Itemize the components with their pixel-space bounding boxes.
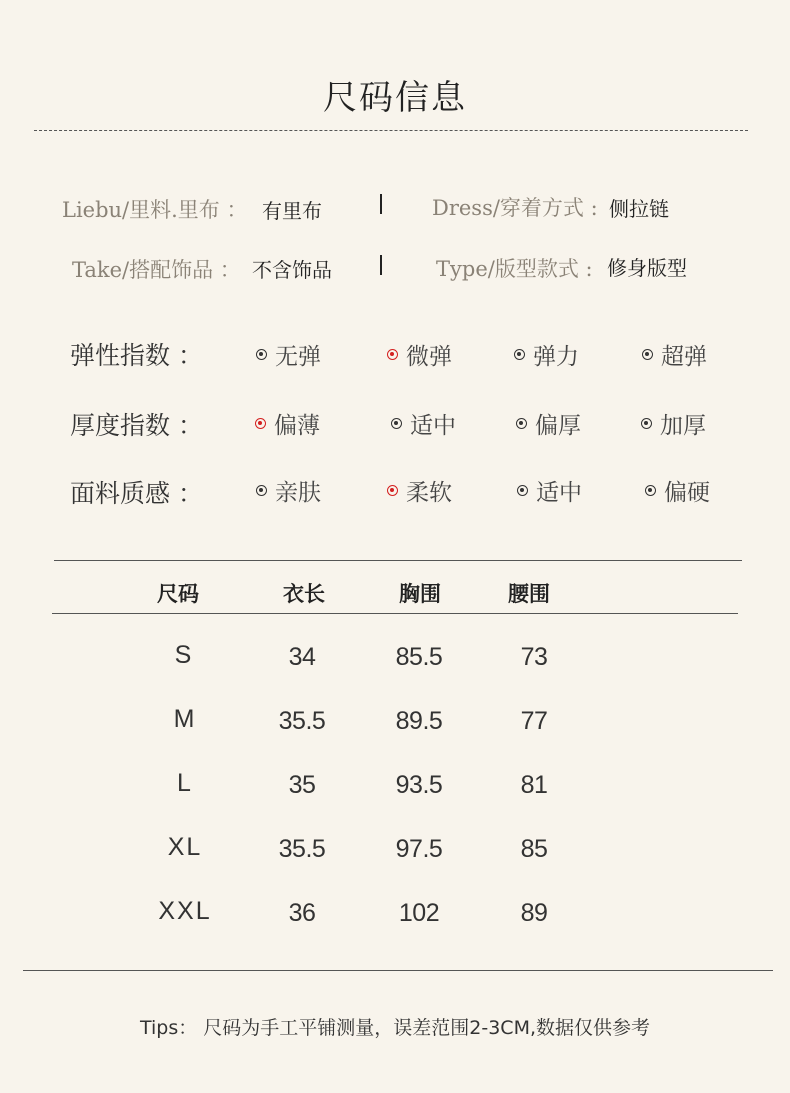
thickness-option-thick[interactable]: [516, 407, 581, 440]
cell-size: L: [177, 769, 193, 797]
radio-icon: [256, 485, 267, 496]
table-header-rule: [52, 613, 738, 614]
lining-label: Liebu/里料.里布 ：: [62, 198, 248, 222]
option-label: 弹力: [533, 344, 579, 370]
header-length: 衣长: [283, 582, 325, 606]
cell-length: 35: [288, 771, 316, 799]
cell-length: 34: [288, 643, 316, 671]
option-label: 超弹: [661, 344, 707, 370]
radio-selected-icon: [387, 485, 398, 496]
cell-bust: 102: [398, 899, 440, 927]
option-label: 微弹: [406, 344, 452, 370]
elasticity-option-elastic[interactable]: [514, 338, 579, 371]
cell-length: 35.5: [278, 707, 326, 735]
texture-option-skin[interactable]: [256, 474, 321, 507]
texture-option-soft[interactable]: [387, 474, 452, 507]
thickness-option-extra[interactable]: [641, 407, 706, 440]
texture-option-stiff[interactable]: [645, 474, 710, 507]
cell-waist: 73: [520, 643, 548, 671]
elasticity-option-none[interactable]: [256, 338, 321, 371]
radio-icon: [516, 418, 527, 429]
option-label: 柔软: [406, 480, 452, 506]
radio-icon: [391, 418, 402, 429]
info-separator: [380, 194, 382, 214]
type-value: 修身版型: [607, 256, 687, 280]
cell-size: S: [174, 641, 194, 669]
table-top-rule: [54, 560, 742, 561]
option-label: 亲肤: [275, 480, 321, 506]
type-label: Type/版型款式 :: [436, 257, 593, 281]
radio-selected-icon: [387, 349, 398, 360]
thickness-option-medium[interactable]: [391, 407, 456, 440]
table-bottom-rule: [23, 970, 773, 971]
radio-selected-icon: [255, 418, 266, 429]
title-divider: [34, 130, 748, 131]
radio-icon: [256, 349, 267, 360]
cell-waist: 81: [520, 771, 548, 799]
cell-waist: 85: [520, 835, 548, 863]
cell-bust: 89.5: [395, 707, 443, 735]
cell-size: XL: [167, 833, 203, 861]
take-value: 不含饰品: [252, 258, 332, 282]
cell-size: M: [173, 705, 197, 733]
option-label: 偏薄: [274, 413, 320, 439]
cell-bust: 97.5: [395, 835, 443, 863]
tips-note: Tips： 尺码为手工平铺测量，误差范围2-3CM,数据仅供参考: [139, 1017, 651, 1039]
lining-value: 有里布: [262, 199, 322, 223]
cell-bust: 85.5: [395, 643, 443, 671]
texture-option-medium[interactable]: [517, 474, 582, 507]
cell-bust: 93.5: [395, 771, 443, 799]
texture-label: 面料质感 ：: [70, 479, 203, 508]
option-label: 适中: [536, 480, 582, 506]
option-label: 适中: [410, 413, 456, 439]
thickness-option-thin[interactable]: [255, 407, 320, 440]
option-label: 加厚: [660, 413, 706, 439]
radio-icon: [517, 485, 528, 496]
radio-icon: [514, 349, 525, 360]
cell-length: 35.5: [278, 835, 326, 863]
elasticity-label: 弹性指数 ：: [70, 341, 203, 370]
info-separator: [380, 255, 382, 275]
cell-waist: 89: [520, 899, 548, 927]
cell-size: XXL: [158, 897, 212, 925]
option-label: 偏硬: [664, 480, 710, 506]
radio-icon: [641, 418, 652, 429]
option-label: 偏厚: [535, 413, 581, 439]
header-waist: 腰围: [508, 582, 550, 606]
thickness-label: 厚度指数 ：: [70, 411, 203, 440]
elasticity-option-slight[interactable]: [387, 338, 452, 371]
elasticity-option-super[interactable]: [642, 338, 707, 371]
option-label: 无弹: [275, 344, 321, 370]
dress-value: 侧拉链: [609, 197, 669, 221]
radio-icon: [645, 485, 656, 496]
cell-length: 36: [288, 899, 316, 927]
page-title: 尺码信息: [323, 78, 467, 118]
header-size: 尺码: [157, 582, 199, 606]
header-bust: 胸围: [399, 582, 441, 606]
dress-label: Dress/穿着方式 :: [432, 196, 598, 220]
take-label: Take/搭配饰品 ：: [72, 258, 241, 282]
cell-waist: 77: [520, 707, 548, 735]
radio-icon: [642, 349, 653, 360]
